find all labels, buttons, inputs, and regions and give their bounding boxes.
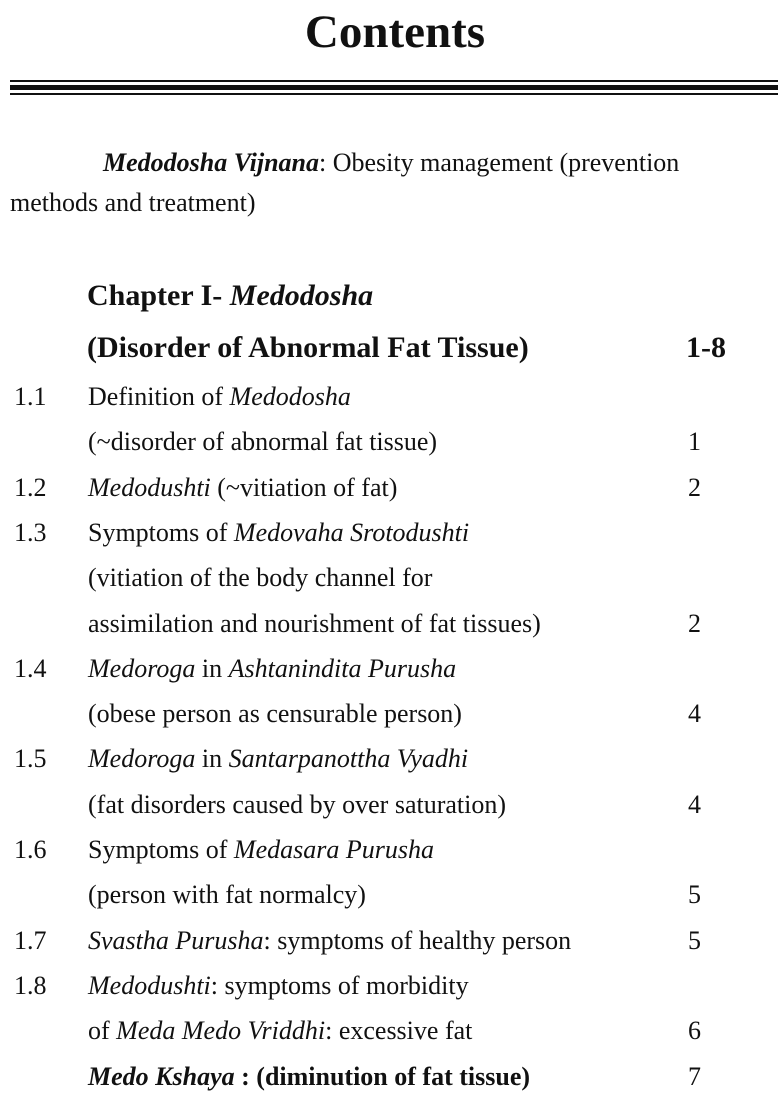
entry-text-segment: Svastha Purusha [88,925,264,955]
entry-text-segment: Ashtanindita Purusha [228,653,457,683]
entry-text-segment: of [88,1016,117,1046]
entry-text-segment: Medo Kshaya [88,1061,235,1091]
entry-title [88,782,506,827]
chapter-pages: 1-8 [686,331,726,364]
toc-entry-line [0,419,780,464]
divider-rule [10,85,778,90]
entry-text-segment: Definition of [88,382,230,411]
entry-text-segment: : symptoms of morbidity [210,970,469,1000]
entry-text-segment: Medodushti [88,472,211,502]
entry-text-segment: Symptoms of [88,517,234,547]
toc-entry-line [0,872,780,917]
chapter-label: Chapter I- [87,279,230,312]
chapter-subtitle: (Disorder of Abnormal Fat Tissue) [87,331,529,364]
entry-page-number: 6 [688,1016,701,1046]
entry-text-segment: Meda Medo Vriddhi [116,1016,326,1046]
entry-text-segment: Medovaha Srotodushti [233,517,470,547]
entry-title [88,1054,530,1099]
entry-text-segment: in [195,744,229,774]
entry-number: 1.8 [14,970,47,1000]
toc-entry-line [0,555,780,600]
entry-title [88,827,434,872]
entry-page-number: 1 [688,427,701,457]
entry-number: 1.4 [14,653,47,683]
entry-title [88,374,351,419]
entry-text-segment: Symptoms of [88,835,234,864]
intro-text: : Obesity management (prevention [319,148,680,177]
entry-number: 1.5 [14,744,47,774]
entry-text-segment: Medodosha [229,382,351,411]
entry-title [88,918,571,963]
intro-line [103,143,679,183]
toc-entry-line [0,782,780,827]
divider-rule [10,93,778,95]
entry-text-segment: (~vitiation of fat) [210,472,398,502]
entry-text-segment: (fat disorders caused by over saturation) [88,789,507,819]
entry-text-segment: Medasara Purusha [233,835,434,864]
entry-title [88,601,541,646]
entry-title [88,555,432,600]
entry-page-number: 5 [688,880,701,910]
chapter-name: Medodosha [229,279,374,312]
entry-text-segment: Santarpanottha Vyadhi [228,744,469,774]
intro-text-continued: methods and treatment) [10,188,256,217]
entry-number: 1.1 [14,382,47,411]
entry-title [88,510,469,555]
toc-entry-line [0,646,780,691]
entry-number: 1.3 [14,517,47,547]
entry-text-segment: (person with fat normalcy) [88,880,366,910]
toc-entry-line [0,918,780,963]
entry-title [88,736,468,781]
entry-text-segment: : excessive fat [325,1016,473,1046]
entry-title [88,963,469,1008]
page-title: Contents [304,6,486,58]
toc-entry-line [0,465,780,510]
entry-title [88,419,437,464]
toc-entry-line [0,827,780,872]
entry-page-number: 5 [688,925,701,955]
entry-text-segment: (vitiation of the body channel for [88,563,433,593]
entry-text-segment: : symptoms of healthy person [263,925,572,955]
entry-page-number: 4 [688,789,701,819]
entry-title [88,465,397,510]
entry-text-segment: (~disorder of abnormal fat tissue) [88,427,438,457]
entry-number: 1.2 [14,472,47,502]
toc-entry-line [0,1008,780,1053]
entry-text-segment: Medoroga [88,653,196,683]
entry-page-number: 2 [688,472,701,502]
entry-title [88,646,456,691]
divider-rule [10,80,778,82]
entry-text-segment: assimilation and nourishment of fat tissues) [88,608,541,638]
toc-entry-line [0,601,780,646]
toc-entry-line [0,374,780,419]
entry-title [88,691,462,736]
entry-text-segment: (obese person as censurable person) [88,699,462,729]
toc-entry-line [0,510,780,555]
entry-title [88,872,366,917]
entry-text-segment: Medoroga [88,744,196,774]
entry-number: 1.7 [14,925,47,955]
toc-entry-line [0,963,780,1008]
toc-entry-line [0,691,780,736]
entry-page-number: 4 [688,699,701,729]
entry-text-segment: Medodushti [88,970,211,1000]
entry-page-number: 7 [688,1061,701,1091]
entry-text-segment: : (diminution of fat tissue) [234,1061,531,1091]
intro-title: Medodosha Vijnana [103,148,320,177]
entry-number: 1.6 [14,835,47,864]
entry-text-segment: in [195,653,229,683]
toc-entry-line [0,736,780,781]
entry-page-number: 2 [688,608,701,638]
entry-title [88,1008,472,1053]
toc-entry-line [0,1054,780,1099]
chapter-heading [87,270,373,322]
